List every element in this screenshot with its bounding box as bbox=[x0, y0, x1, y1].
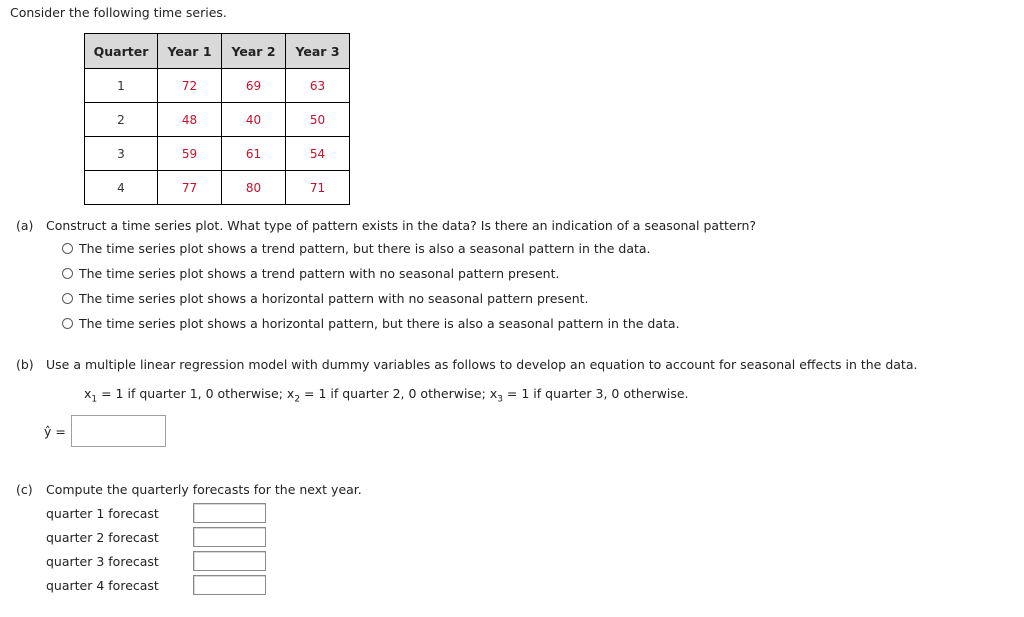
value-cell: 72 bbox=[158, 69, 222, 103]
option-a2[interactable] bbox=[62, 266, 559, 281]
quarter-cell: 1 bbox=[85, 69, 158, 103]
quarter-1-forecast-input[interactable] bbox=[193, 503, 266, 523]
option-a4[interactable] bbox=[62, 316, 680, 331]
quarter-2-forecast-input[interactable] bbox=[193, 527, 266, 547]
quarter-cell: 3 bbox=[85, 137, 158, 171]
value-cell: 59 bbox=[158, 137, 222, 171]
value-cell: 54 bbox=[286, 137, 350, 171]
quarter-4-forecast-label: quarter 4 forecast bbox=[46, 578, 159, 593]
value-cell: 50 bbox=[286, 103, 350, 137]
quarter-3-forecast-label: quarter 3 forecast bbox=[46, 554, 159, 569]
value-cell: 69 bbox=[222, 69, 286, 103]
value-cell: 63 bbox=[286, 69, 350, 103]
quarter-1-forecast-label: quarter 1 forecast bbox=[46, 506, 159, 521]
dummy-variable-definition: $x_1 = 1$ if quarter 1, 0 otherwise; $x_2 = 1$ if quarter 2, 0 otherwise; $x_3 = 1$ if quarter 3, 0 otherwise. bbox=[84, 386, 689, 405]
option-label: The time series plot shows a trend pattern with no seasonal pattern present. bbox=[79, 266, 560, 281]
quarter-cell: 2 bbox=[85, 103, 158, 137]
header-year-1: Year 1 bbox=[158, 34, 222, 69]
quarter-2-forecast-label: quarter 2 forecast bbox=[46, 530, 159, 545]
part-c-text: Compute the quarterly forecasts for the next year. bbox=[46, 482, 362, 497]
value-cell: 71 bbox=[286, 171, 350, 205]
part-a-question bbox=[16, 218, 756, 233]
yhat-label: ŷ = bbox=[44, 424, 66, 439]
radio-button[interactable] bbox=[62, 243, 73, 254]
radio-button[interactable] bbox=[62, 293, 73, 304]
option-label: The time series plot shows a trend pattern, but there is also a seasonal pattern in the data. bbox=[79, 241, 651, 256]
part-c-question bbox=[16, 482, 362, 497]
table-row bbox=[85, 137, 350, 171]
quarter-3-forecast-input[interactable] bbox=[193, 551, 266, 571]
option-a3[interactable] bbox=[62, 291, 589, 306]
value-cell: 80 bbox=[222, 171, 286, 205]
part-b-label: (b) bbox=[16, 357, 34, 372]
radio-button[interactable] bbox=[62, 318, 73, 329]
part-c-label: (c) bbox=[16, 482, 33, 497]
table-row bbox=[85, 103, 350, 137]
value-cell: 40 bbox=[222, 103, 286, 137]
value-cell: 61 bbox=[222, 137, 286, 171]
table-row bbox=[85, 69, 350, 103]
option-label: The time series plot shows a horizontal pattern, but there is also a seasonal pattern in the data. bbox=[79, 316, 680, 331]
quarter-4-forecast-input[interactable] bbox=[193, 575, 266, 595]
time-series-table bbox=[84, 33, 350, 205]
quarter-cell: 4 bbox=[85, 171, 158, 205]
part-a-label: (a) bbox=[16, 218, 34, 233]
option-a1[interactable] bbox=[62, 241, 651, 256]
part-b-text: Use a multiple linear regression model with dummy variables as follows to develop an equation to account for seasonal effects in the data. bbox=[46, 357, 918, 372]
option-label: The time series plot shows a horizontal pattern with no seasonal pattern present. bbox=[79, 291, 589, 306]
header-year-2: Year 2 bbox=[222, 34, 286, 69]
part-a-text: Construct a time series plot. What type of pattern exists in the data? Is there an indication of a seasonal pattern? bbox=[46, 218, 757, 233]
intro-text: Consider the following time series. bbox=[10, 5, 227, 20]
part-b-question bbox=[16, 357, 917, 372]
table-row bbox=[85, 171, 350, 205]
value-cell: 77 bbox=[158, 171, 222, 205]
radio-button[interactable] bbox=[62, 268, 73, 279]
yhat-equation-input[interactable] bbox=[71, 415, 166, 447]
table-header-row bbox=[85, 34, 350, 69]
header-quarter: Quarter bbox=[85, 34, 158, 69]
value-cell: 48 bbox=[158, 103, 222, 137]
header-year-3: Year 3 bbox=[286, 34, 350, 69]
